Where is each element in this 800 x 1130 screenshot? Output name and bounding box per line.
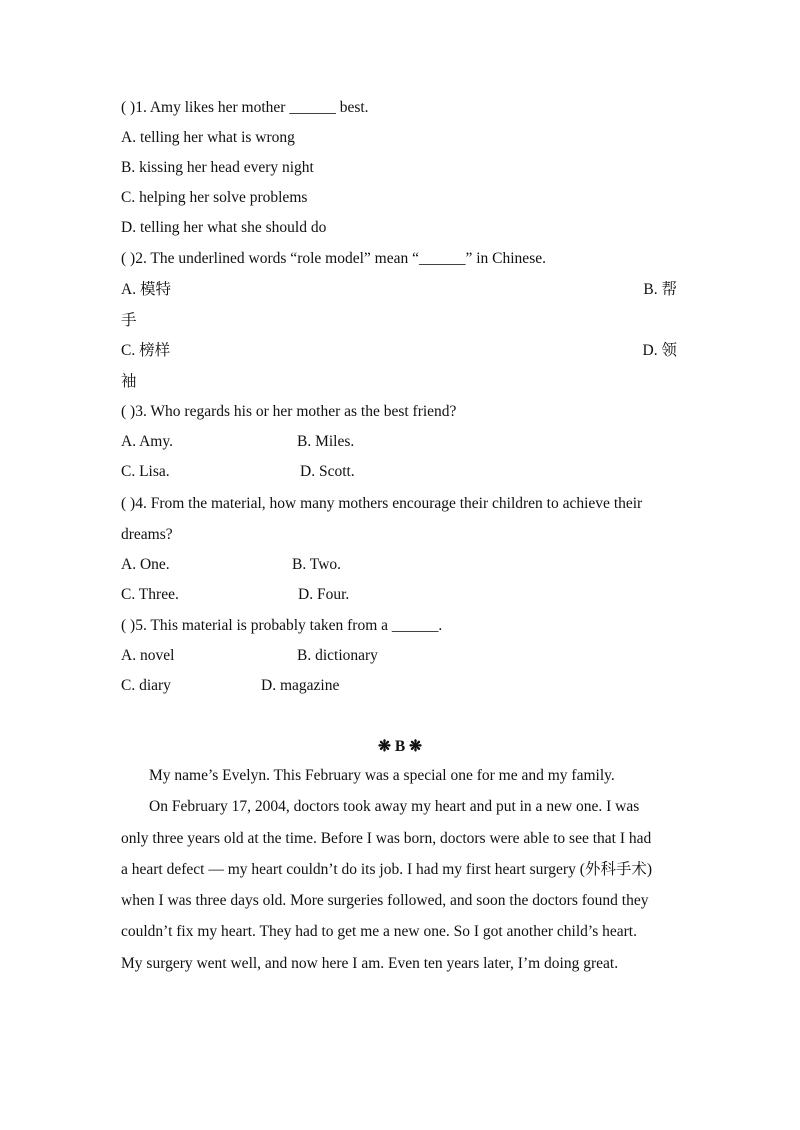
passage-line-1: My name’s Evelyn. This February was a special one for me and my family.	[149, 767, 615, 784]
q1-option-b: B. kissing her head every night	[121, 159, 314, 176]
passage-line-6: couldn’t fix my heart. They had to get me a new one. So I got another child’s heart.	[121, 923, 637, 940]
q4-option-a: A. One.	[121, 556, 170, 573]
q3-option-c: C. Lisa.	[121, 463, 170, 480]
q5-option-a: A. novel	[121, 647, 175, 664]
q2-option-d-wrap: 袖	[121, 373, 137, 390]
q4-stem-line1: ( )4. From the material, how many mothers encourage their children to achieve their	[121, 495, 643, 512]
q4-option-d: D. Four.	[298, 586, 350, 603]
passage-line-5: when I was three days old. More surgeries followed, and soon the doctors found they	[121, 892, 649, 909]
q1-option-c: C. helping her solve problems	[121, 189, 308, 206]
q1-option-d: D. telling her what she should do	[121, 219, 327, 236]
q3-option-d: D. Scott.	[300, 463, 355, 480]
passage-line-7: My surgery went well, and now here I am. Even ten years later, I’m doing great.	[121, 955, 619, 972]
q3-stem: ( )3. Who regards his or her mother as the best friend?	[121, 403, 457, 420]
q1-stem: ( )1. Amy likes her mother ______ best.	[121, 99, 369, 116]
q3-options-ab-row	[121, 432, 355, 452]
q1-option-a: A. telling her what is wrong	[121, 129, 295, 146]
q4-stem-line2: dreams?	[121, 526, 173, 543]
q4-option-b: B. Two.	[292, 556, 342, 573]
q5-option-c: C. diary	[121, 677, 171, 694]
q2-option-a: A. 模特	[121, 281, 171, 298]
q4-options-cd-row	[121, 585, 350, 605]
q2-option-d: D. 领	[642, 342, 677, 359]
q2-option-b-wrap: 手	[121, 312, 137, 329]
passage-line-2: On February 17, 2004, doctors took away my heart and put in a new one. I was	[149, 798, 640, 815]
q2-options-ab-row	[121, 280, 677, 300]
q5-option-d: D. magazine	[261, 677, 340, 694]
q5-options-cd-row	[121, 676, 340, 696]
q4-options-ab-row	[121, 555, 342, 575]
q5-option-b: B. dictionary	[297, 647, 378, 664]
q4-option-c: C. Three.	[121, 586, 179, 603]
q2-stem: ( )2. The underlined words “role model” mean “______” in Chinese.	[121, 250, 546, 267]
q3-option-a: A. Amy.	[121, 433, 173, 450]
section-b-heading: ❋ B ❋	[377, 738, 423, 755]
q2-option-c: C. 榜样	[121, 342, 171, 359]
q3-options-cd-row	[121, 462, 355, 482]
passage-line-3: only three years old at the time. Before I was born, doctors were able to see that I had	[121, 830, 652, 847]
passage-line-4: a heart defect — my heart couldn’t do its job. I had my first heart surgery (外科手术)	[121, 861, 653, 878]
q2-option-b: B. 帮	[643, 281, 677, 298]
q2-options-cd-row	[121, 341, 677, 361]
q5-stem: ( )5. This material is probably taken from a ______.	[121, 617, 443, 634]
q3-option-b: B. Miles.	[297, 433, 355, 450]
q5-options-ab-row	[121, 646, 378, 666]
